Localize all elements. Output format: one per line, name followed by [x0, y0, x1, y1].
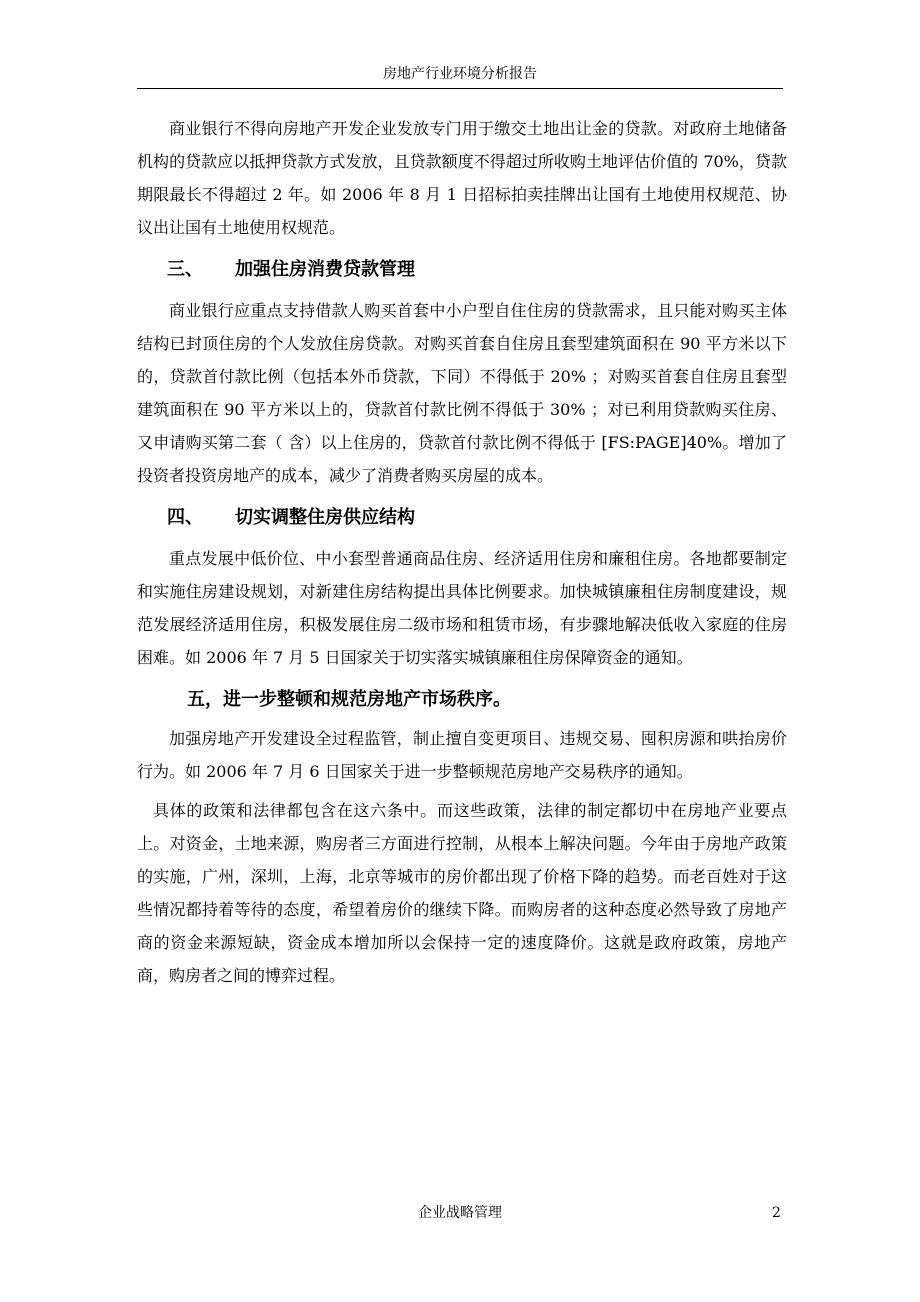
section-title: 加强住房消费贷款管理 [235, 259, 415, 280]
page-header [137, 62, 783, 89]
paragraph-consumer-loans: 商业银行应重点支持借款人购买首套中小户型自住住房的贷款需求，且只能对购买主体结构已封顶住房的个人发放住房贷款。对购买首套自住房且套型建筑面积在 90 平方米以下的，贷款首付款比例（包括本外币贷款，下同）不得低于 20% ；对购买首套自住房且套型建筑面积在 90 平方米以上的，贷款首付款比例不得低于 30% ；对已利用贷款购买住房、又申请购买第二套（ 含）以上住房的，贷款首付款比例不得低于 [FS:PAGE]40%。增加了投资者投资房地产的成本，减少了消费者购买房屋的成本。 [137, 301, 787, 485]
section-title: 切实调整住房供应结构 [235, 507, 415, 528]
page-footer [0, 1203, 920, 1223]
section-number: 四、 [167, 507, 203, 528]
paragraph-housing-supply: 重点发展中低价位、中小套型普通商品住房、经济适用住房和廉租住房。各地都要制定和实施住房建设规划，对新建住房结构提出具体比例要求。加快城镇廉租住房制度建设，规范发展经济适用住房，积极发展住房二级市场和租赁市场，有步骤地解决低收入家庭的住房困难。如 2006 年 7 月 5 日国家关于切实落实城镇廉租住房保障资金的通知。 [137, 549, 787, 667]
paragraph-land-loans: 商业银行不得向房地产开发企业发放专门用于缴交土地出让金的贷款。对政府土地储备机构的贷款应以抵押贷款方式发放，且贷款额度不得超过所收购土地评估价值的 70%，贷款期限最长不得超过 2 年。如 2006 年 8 月 1 日招标拍卖挂牌出让国有土地使用权规范、协议出让国有土地使用权规范。 [137, 119, 787, 237]
section-heading-3 [137, 258, 787, 282]
document-body [137, 112, 787, 992]
section-number: 三、 [167, 259, 203, 280]
header-title: 房地产行业环境分析报告 [383, 66, 537, 82]
paragraph-summary: 具体的政策和法律都包含在这六条中。而这些政策，法律的制定都切中在房地产业要点上。对资金，土地来源，购房者三方面进行控制，从根本上解决问题。今年由于房地产政策的实施，广州，深圳，上海，北京等城市的房价都出现了价格下降的趋势。而老百姓对于这些情况都持着等待的态度，希望着房价的继续下降。而购房者的这种态度必然导致了房地产商的资金来源短缺，资金成本增加所以会保持一定的速度降价。这就是政府政策，房地产商，购房者之间的博弈过程。 [137, 801, 787, 985]
section-heading-4 [137, 506, 787, 530]
section-heading-5 [137, 688, 787, 712]
footer-text: 企业战略管理 [418, 1205, 502, 1221]
page-number: 2 [772, 1205, 781, 1221]
paragraph-market-order: 加强房地产开发建设全过程监管，制止擅自变更项目、违规交易、囤积房源和哄抬房价行为。如 2006 年 7 月 6 日国家关于进一步整顿规范房地产交易秩序的通知。 [137, 729, 787, 781]
section-title: 五，进一步整顿和规范房地产市场秩序。 [187, 689, 511, 710]
